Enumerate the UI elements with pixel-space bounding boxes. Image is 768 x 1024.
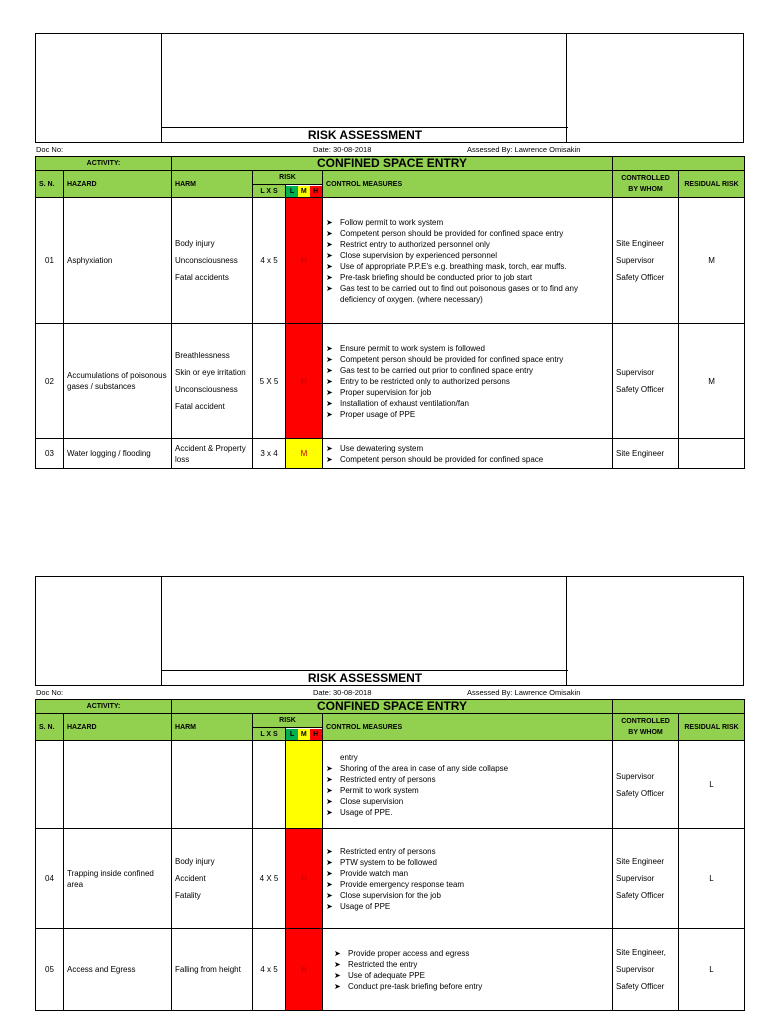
row-control-measures	[323, 439, 613, 469]
measure-item: ➤ Shoring of the area in case of any side collapse	[326, 763, 609, 774]
row-harm	[172, 929, 253, 1011]
row-rating: H	[286, 324, 323, 439]
harm-item: Unconsciousness	[175, 256, 238, 265]
controller-item: Site Engineer,	[616, 948, 666, 957]
column-header-row	[36, 714, 745, 728]
measure-item: ➤ Gas test to be carried out prior to confined space entry	[326, 365, 609, 376]
meta-row	[35, 686, 744, 699]
risk-table-body-2	[36, 700, 745, 1011]
col-harm: HARM	[172, 714, 253, 741]
controller-item: Supervisor	[616, 368, 655, 377]
measure-item: ➤ Restrict entry to authorized personnel only	[326, 239, 609, 250]
row-controlled-by	[613, 439, 679, 469]
controller-item: Supervisor	[616, 256, 655, 265]
measure-item: ➤ Ensure permit to work system is followed	[326, 343, 609, 354]
measure-item: ➤ Usage of PPE.	[326, 807, 609, 818]
col-control: CONTROL MEASURES	[323, 171, 613, 198]
harm-item: Fatal accident	[175, 402, 225, 411]
controller-item: Safety Officer	[616, 982, 665, 991]
row-hazard	[64, 741, 172, 829]
row-hazard: Trapping inside confined area	[64, 829, 172, 929]
harm-item: Fatality	[175, 891, 201, 900]
measure-item: ➤ Entry to be restricted only to authorized persons	[326, 376, 609, 387]
row-hazard: Access and Egress	[64, 929, 172, 1011]
row-control-measures	[323, 198, 613, 324]
row-control-measures	[323, 929, 613, 1011]
measure-item: ➤ Competent person should be provided for confined space entry	[326, 228, 609, 239]
harm-item: Skin or eye irritation	[175, 368, 246, 377]
measure-item: ➤ Restricted entry of persons	[326, 846, 609, 857]
activity-value: CONFINED SPACE ENTRY	[172, 157, 613, 171]
measure-list	[326, 763, 609, 818]
col-controlled-by: CONTROLLED BY WHOM	[613, 714, 679, 741]
controller-item: Safety Officer	[616, 891, 665, 900]
table-row	[36, 929, 745, 1011]
controller-item: Site Engineer	[616, 449, 665, 458]
activity-value: CONFINED SPACE ENTRY	[172, 700, 613, 714]
measure-list	[326, 948, 609, 992]
row-lxs: 3 x 4	[253, 439, 286, 469]
meta-row	[35, 143, 744, 156]
activity-row	[36, 157, 745, 171]
row-controlled-by	[613, 324, 679, 439]
table-row	[36, 439, 745, 469]
measure-list	[326, 217, 609, 305]
measure-continuation: entry	[340, 752, 358, 762]
row-harm	[172, 741, 253, 829]
header-center-cell	[162, 577, 568, 685]
row-residual: L	[679, 741, 745, 829]
doc-number: Doc No:	[36, 145, 64, 154]
controller-item: Supervisor	[616, 965, 655, 974]
row-sn: 04	[36, 829, 64, 929]
header-center-cell	[162, 34, 568, 142]
row-lxs: 5 X 5	[253, 324, 286, 439]
row-controlled-by	[613, 198, 679, 324]
row-residual	[679, 439, 745, 469]
measure-item: ➤ Pre-task briefing should be conducted prior to job start	[326, 272, 609, 283]
column-header-row	[36, 171, 745, 185]
row-lxs	[253, 741, 286, 829]
measure-item: ➤ Close supervision by experienced personnel	[326, 250, 609, 261]
doc-date: Date: 30-08-2018	[313, 145, 372, 154]
controller-item: Site Engineer	[616, 239, 665, 248]
col-hazard: HAZARD	[64, 714, 172, 741]
row-sn: 02	[36, 324, 64, 439]
row-hazard: Water logging / flooding	[64, 439, 172, 469]
col-lxs: L X S	[253, 185, 286, 198]
page-title: RISK ASSESSMENT	[162, 127, 568, 142]
controller-item: Site Engineer	[616, 857, 665, 866]
row-harm	[172, 829, 253, 929]
row-hazard: Accumulations of poisonous gases / substances	[64, 324, 172, 439]
row-rating: M	[286, 439, 323, 469]
risk-table-body-1	[36, 157, 745, 469]
table-row	[36, 324, 745, 439]
row-sn: 01	[36, 198, 64, 324]
measure-item: ➤ Competent person should be provided for confined space	[326, 454, 609, 465]
measure-item: ➤ Provide emergency response team	[326, 879, 609, 890]
table-row	[36, 829, 745, 929]
col-risk: RISK	[253, 714, 323, 728]
risk-table	[35, 699, 745, 1011]
row-rating: H	[286, 929, 323, 1011]
row-lxs: 4 x 5	[253, 929, 286, 1011]
document-header-box	[35, 33, 744, 143]
row-sn: 05	[36, 929, 64, 1011]
document-page-1	[35, 33, 744, 469]
activity-blank	[613, 700, 745, 714]
risk-level-medium: M	[298, 729, 310, 740]
row-controlled-by	[613, 741, 679, 829]
harm-item: Breathlessness	[175, 351, 230, 360]
row-harm	[172, 439, 253, 469]
measure-list	[326, 343, 609, 420]
col-lmh	[286, 728, 323, 741]
risk-level-medium: M	[298, 186, 310, 197]
measure-item: ➤ Close supervision	[326, 796, 609, 807]
document-page-2	[35, 576, 744, 1011]
doc-number: Doc No:	[36, 688, 64, 697]
measure-item: ➤ Competent person should be provided for confined space entry	[326, 354, 609, 365]
controller-item: Safety Officer	[616, 788, 665, 798]
activity-blank	[613, 157, 745, 171]
measure-list	[326, 846, 609, 912]
harm-item: Body injury	[175, 239, 215, 248]
measure-item: ➤ Use of adequate PPE	[334, 970, 609, 981]
logo-placeholder	[36, 577, 162, 685]
row-sn: 03	[36, 439, 64, 469]
controller-item: Safety Officer	[616, 385, 665, 394]
document-header-box	[35, 576, 744, 686]
col-lmh	[286, 185, 323, 198]
row-controlled-by	[613, 829, 679, 929]
col-risk: RISK	[253, 171, 323, 185]
risk-level-low: L	[286, 186, 298, 197]
row-controlled-by	[613, 929, 679, 1011]
measure-item: ➤ Proper supervision for job	[326, 387, 609, 398]
risk-level-high: H	[310, 186, 322, 197]
header-right-cell	[566, 34, 743, 142]
row-residual: M	[679, 198, 745, 324]
col-residual: RESIDUAL RISK	[679, 714, 745, 741]
measure-item: ➤ Use of appropriate P.P.E's e.g. breathing mask, torch, ear muffs.	[326, 261, 609, 272]
measure-item: ➤ Use dewatering system	[326, 443, 609, 454]
row-harm	[172, 198, 253, 324]
controller-item: Supervisor	[616, 771, 655, 781]
measure-item: ➤ Restricted the entry	[334, 959, 609, 970]
col-hazard: HAZARD	[64, 171, 172, 198]
activity-row	[36, 700, 745, 714]
harm-item: Accident	[175, 874, 206, 883]
harm-item: Body injury	[175, 857, 215, 866]
row-lxs: 4 X 5	[253, 829, 286, 929]
row-sn	[36, 741, 64, 829]
measure-item: ➤ Usage of PPE	[326, 901, 609, 912]
col-lxs: L X S	[253, 728, 286, 741]
row-residual: M	[679, 324, 745, 439]
measure-item: ➤ Follow permit to work system	[326, 217, 609, 228]
row-rating	[286, 741, 323, 829]
measure-item: ➤ Provide watch man	[326, 868, 609, 879]
table-row	[36, 741, 745, 829]
risk-level-high: H	[310, 729, 322, 740]
header-right-cell	[566, 577, 743, 685]
harm-item: Unconsciousness	[175, 385, 238, 394]
measure-list	[326, 443, 609, 465]
harm-item: Falling from height	[175, 965, 241, 974]
controller-item: Safety Officer	[616, 273, 665, 282]
col-harm: HARM	[172, 171, 253, 198]
col-sn: S. N.	[36, 171, 64, 198]
row-rating: H	[286, 829, 323, 929]
row-harm	[172, 324, 253, 439]
measure-item: ➤ Proper usage of PPE	[326, 409, 609, 420]
row-hazard: Asphyxiation	[64, 198, 172, 324]
col-residual: RESIDUAL RISK	[679, 171, 745, 198]
row-control-measures	[323, 741, 613, 829]
row-control-measures	[323, 829, 613, 929]
doc-date: Date: 30-08-2018	[313, 688, 372, 697]
table-row	[36, 198, 745, 324]
row-lxs: 4 x 5	[253, 198, 286, 324]
measure-item: ➤ Gas test to be carried out to find out poisonous gases or to find any deficiency of oxygen. (where necessary)	[326, 283, 609, 305]
logo-placeholder	[36, 34, 162, 142]
harm-item: Fatal accidents	[175, 273, 229, 282]
activity-label: ACTIVITY:	[36, 700, 172, 714]
assessed-by: Assessed By: Lawrence Omisakin	[467, 688, 581, 697]
col-sn: S. N.	[36, 714, 64, 741]
controller-item: Supervisor	[616, 874, 655, 883]
row-residual: L	[679, 829, 745, 929]
measure-item: ➤ Close supervision for the job	[326, 890, 609, 901]
row-residual: L	[679, 929, 745, 1011]
measure-item: ➤ Permit to work system	[326, 785, 609, 796]
activity-label: ACTIVITY:	[36, 157, 172, 171]
measure-item: ➤ Provide proper access and egress	[334, 948, 609, 959]
row-control-measures	[323, 324, 613, 439]
harm-item: Accident & Property loss	[175, 443, 246, 464]
row-rating: H	[286, 198, 323, 324]
risk-level-low: L	[286, 729, 298, 740]
col-controlled-by: CONTROLLED BY WHOM	[613, 171, 679, 198]
assessed-by: Assessed By: Lawrence Omisakin	[467, 145, 581, 154]
risk-table	[35, 156, 745, 469]
measure-item: ➤ Installation of exhaust ventilation/fan	[326, 398, 609, 409]
measure-item: ➤ PTW system to be followed	[326, 857, 609, 868]
col-control: CONTROL MEASURES	[323, 714, 613, 741]
measure-item: ➤ Conduct pre-task briefing before entry	[334, 981, 609, 992]
measure-item: ➤ Restricted entry of persons	[326, 774, 609, 785]
page-title: RISK ASSESSMENT	[162, 670, 568, 685]
